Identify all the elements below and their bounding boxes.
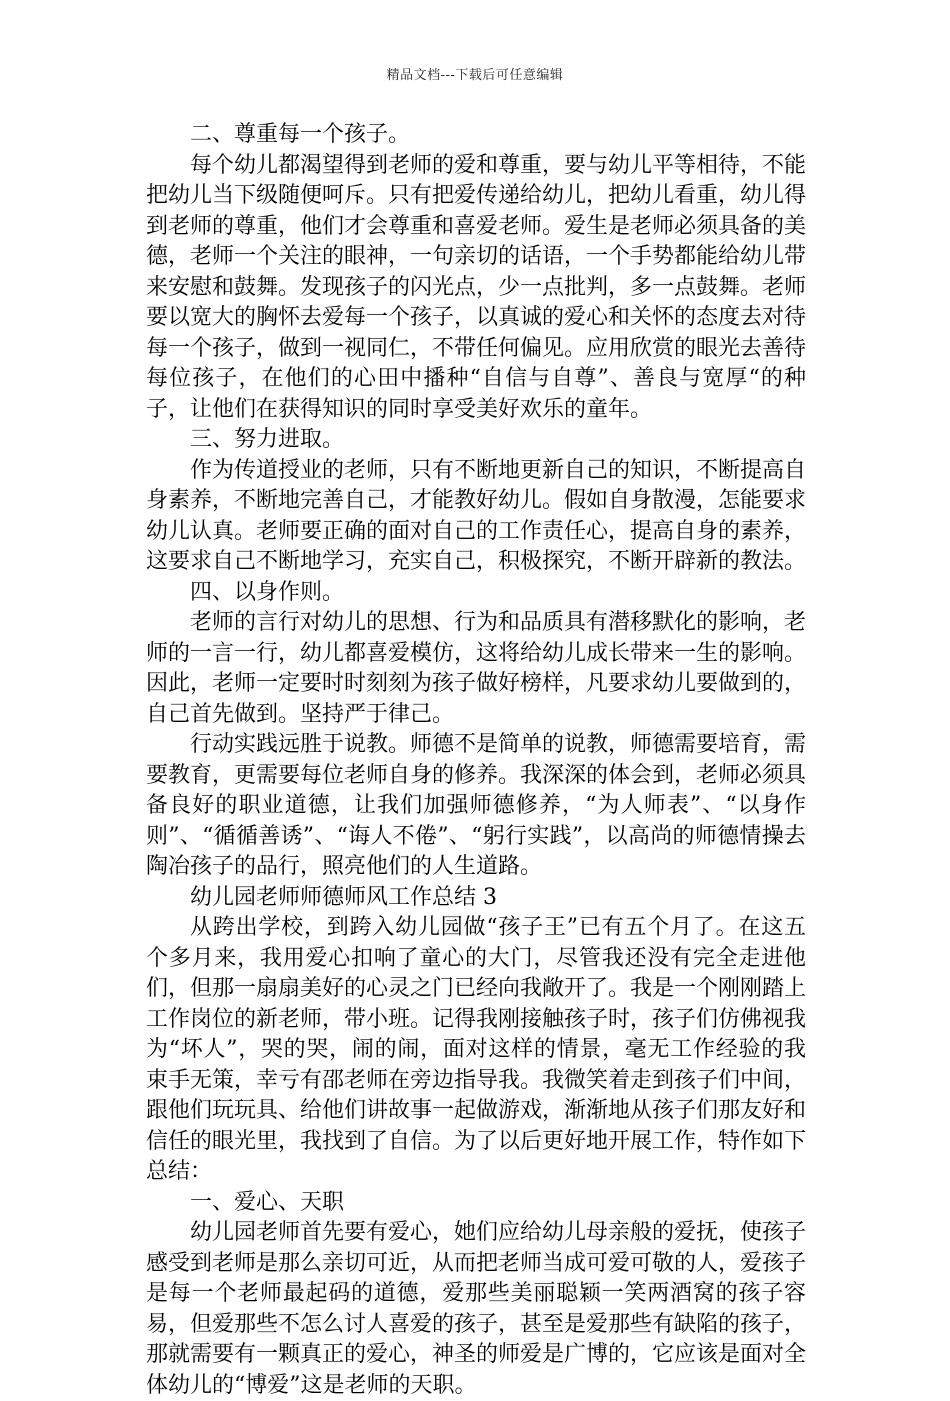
document-body [146, 120, 806, 1401]
paragraph-example: 老师的言行对幼儿的思想、行为和品质具有潜移默化的影响，老师的一言一行，幼儿都喜爱模仿，这将给幼儿成长带来一生的影响。因此，老师一定要时时刻刻为孩子做好榜样，凡要求幼儿要做到的，自己首先做到。坚持严于律己。 [146, 610, 807, 727]
page-header: 精品文档---下载后可任意编辑 [386, 68, 564, 83]
section-heading-example: 四、以身作则。 [190, 579, 345, 605]
paragraph-love: 幼儿园老师首先要有爱心，她们应给幼儿母亲般的爱抚，使孩子感受到老师是那么亲切可近，从而把老师当成可爱可敬的人，爱孩子是每一个老师最起码的道德，爱那些美丽聪颖一笑两酒窝的孩子容易，但爱那些不怎么讨人喜爱的孩子，甚至是爱那些有缺陷的孩子，那就需要有一颗真正的爱心，神圣的师爱是广博的，它应该是面对全体幼儿的“博爱”这是老师的天职。 [146, 1220, 807, 1398]
paragraph-respect: 每个幼儿都渴望得到老师的爱和尊重，要与幼儿平等相待，不能把幼儿当下级随便呵斥。只有把爱传递给幼儿，把幼儿看重，幼儿得到老师的尊重，他们才会尊重和喜爱老师。爱生是老师必须具备的美德，老师一个关注的眼神，一句亲切的话语，一个手势都能给幼儿带来安慰和鼓舞。发现孩子的闪光点，少一点批判，多一点鼓舞。老师要以宽大的胸怀去爱每一个孩子，以真诚的爱心和关怀的态度去对待每一个孩子，做到一视同仁，不带任何偏见。应用欣赏的眼光去善待每位孩子，在他们的心田中播种“自信与自尊”、善良与宽厚“的种子，让他们在获得知识的同时享受美好欢乐的童年。 [146, 152, 807, 422]
paragraph-intro: 从跨出学校，到跨入幼儿园做“孩子王”已有五个月了。在这五个多月来，我用爱心扣响了童心的大门，尽管我还没有完全走进他们，但那一扇扇美好的心灵之门已经向我敞开了。我是一个刚刚踏上工作岗位的新老师，带小班。记得我刚接触孩子时，孩子们仿佛视我为“坏人”，哭的哭，闹的闹，面对这样的情景，毫无工作经验的我束手无策，幸亏有邵老师在旁边指导我。我微笑着走到孩子们中间，跟他们玩玩具、给他们讲故事一起做游戏，渐渐地从孩子们那友好和信任的眼光里，我找到了自信。为了以后更好地开展工作，特作如下总结： [146, 915, 807, 1184]
section-heading-love: 一、爱心、天职 [190, 1189, 345, 1215]
section-heading-progress: 三、努力进取。 [190, 427, 345, 452]
article-title: 幼儿园老师师德师风工作总结 3 [190, 884, 497, 910]
paragraph-progress: 作为传道授业的老师，只有不断地更新自己的知识，不断提高自身素养，不断地完善自己，才能教好幼儿。假如自身散漫，怎能要求幼儿认真。老师要正确的面对自己的工作责任心，提高自身的素养，这要求自己不断地学习，充实自己，积极探究，不断开辟新的教法。 [146, 457, 807, 574]
paragraph-practice: 行动实践远胜于说教。师德不是简单的说教，师德需要培育，需要教育，更需要每位老师自身的修养。我深深的体会到，老师必须具备良好的职业道德，让我们加强师德修养，“为人师表”、“以身作则”、“循循善诱”、“诲人不倦”、“躬行实践”，以高尚的师德情操去陶冶孩子的品行，照亮他们的人生道路。 [146, 732, 807, 879]
section-heading-respect: 二、尊重每一个孩子。 [190, 122, 411, 147]
